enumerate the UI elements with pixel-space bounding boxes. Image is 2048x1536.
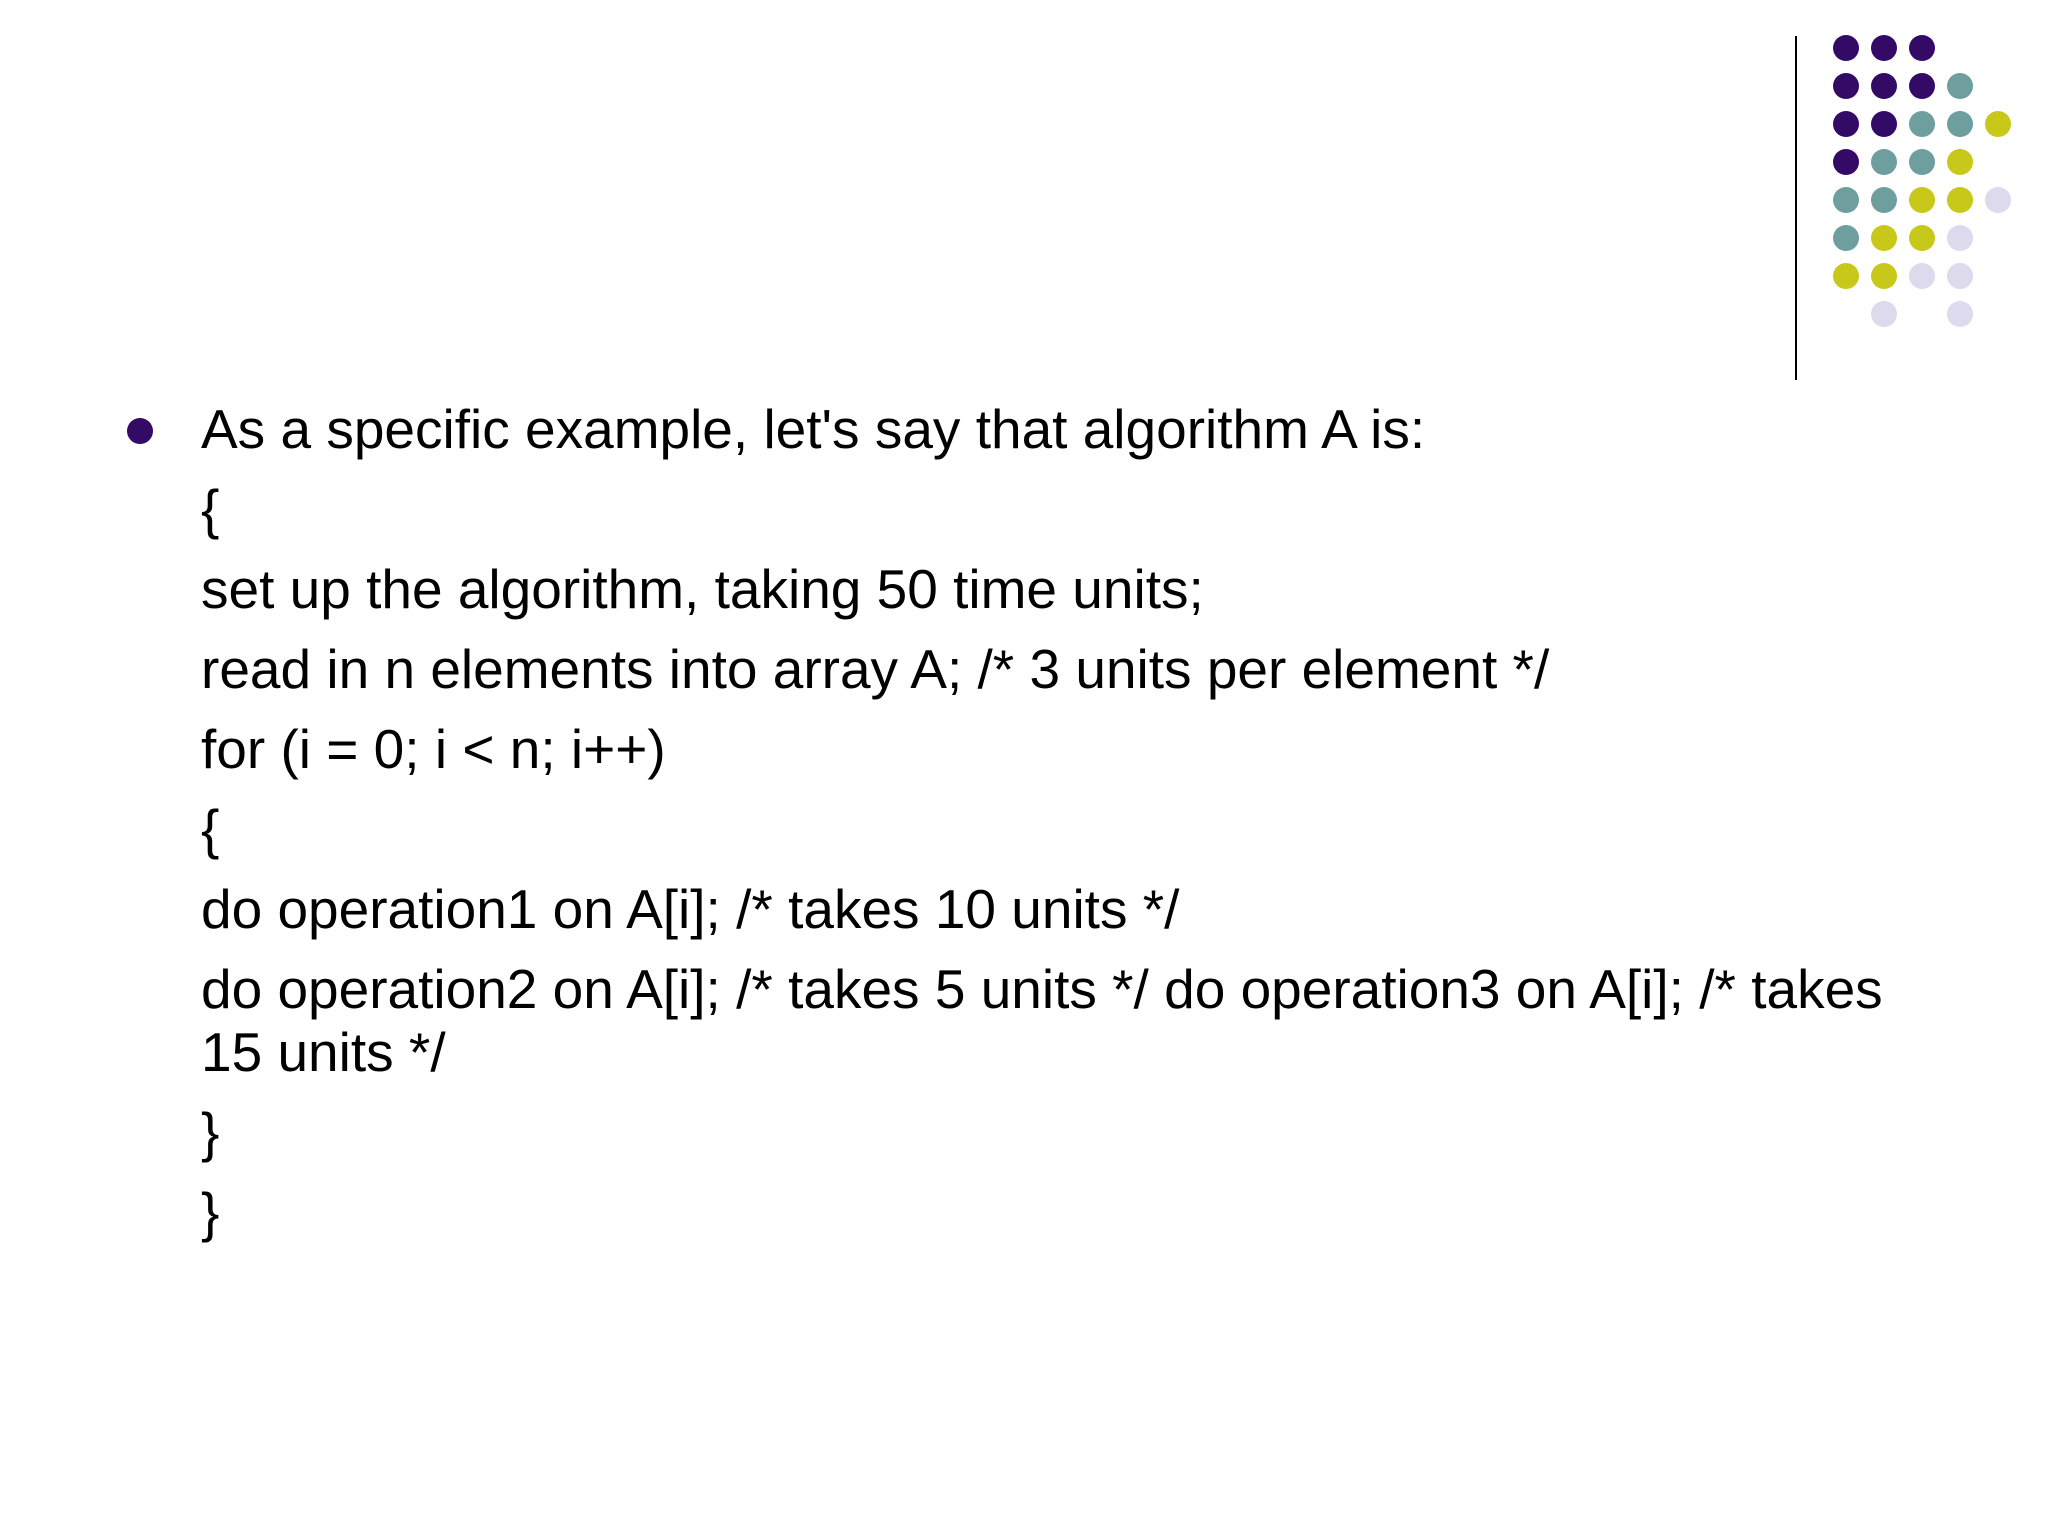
decorative-dot	[1947, 73, 1973, 99]
decorative-dot	[1871, 301, 1897, 327]
decorative-dot	[1909, 187, 1935, 213]
decorative-dot	[1833, 187, 1859, 213]
decorative-dot	[1947, 301, 1973, 327]
decorative-dot	[1909, 149, 1935, 175]
decorative-dot	[1985, 187, 2011, 213]
decorative-dot	[1947, 263, 1973, 289]
text-line-operation2-3: do operation2 on A[i]; /* takes 5 units */ do operation3 on A[i]; /* takes 15 units */	[201, 958, 1883, 1083]
decorative-dot	[1947, 225, 1973, 251]
text-line-open-brace: {	[201, 478, 220, 540]
text-line-setup: set up the algorithm, taking 50 time units;	[201, 558, 1204, 620]
text-line-for-loop: for (i = 0; i < n; i++)	[201, 718, 666, 780]
decorative-dot	[1871, 149, 1897, 175]
decorative-dot	[1871, 187, 1897, 213]
decorative-dot	[1947, 187, 1973, 213]
decorative-dot	[1871, 73, 1897, 99]
text-line-loop-open-brace: {	[201, 798, 220, 860]
text-line-operation1: do operation1 on A[i]; /* takes 10 units */	[201, 878, 1180, 940]
decorative-dot	[1833, 35, 1859, 61]
decorative-dot-grid	[0, 0, 2048, 340]
decorative-dot	[1871, 263, 1897, 289]
slide-body	[201, 398, 1901, 1261]
decorative-dot	[1985, 111, 2011, 137]
decorative-dot	[1833, 225, 1859, 251]
text-line-read-input: read in n elements into array A; /* 3 units per element */	[201, 638, 1550, 700]
decorative-dot	[1909, 111, 1935, 137]
vertical-divider	[1795, 36, 1797, 380]
text-line-intro: As a specific example, let's say that algorithm A is:	[201, 398, 1426, 460]
decorative-dot	[1833, 263, 1859, 289]
decorative-dot	[1871, 225, 1897, 251]
bullet-icon	[127, 418, 153, 444]
decorative-dot	[1909, 263, 1935, 289]
decorative-dot	[1871, 35, 1897, 61]
decorative-dot	[1833, 149, 1859, 175]
decorative-dot	[1909, 73, 1935, 99]
decorative-dot	[1833, 111, 1859, 137]
text-line-loop-close-brace: }	[201, 1101, 220, 1163]
decorative-dot	[1909, 35, 1935, 61]
decorative-dot	[1909, 225, 1935, 251]
decorative-dot	[1833, 73, 1859, 99]
decorative-dot	[1947, 111, 1973, 137]
decorative-dot	[1871, 111, 1897, 137]
decorative-dot	[1947, 149, 1973, 175]
text-line-close-brace: }	[201, 1181, 220, 1243]
